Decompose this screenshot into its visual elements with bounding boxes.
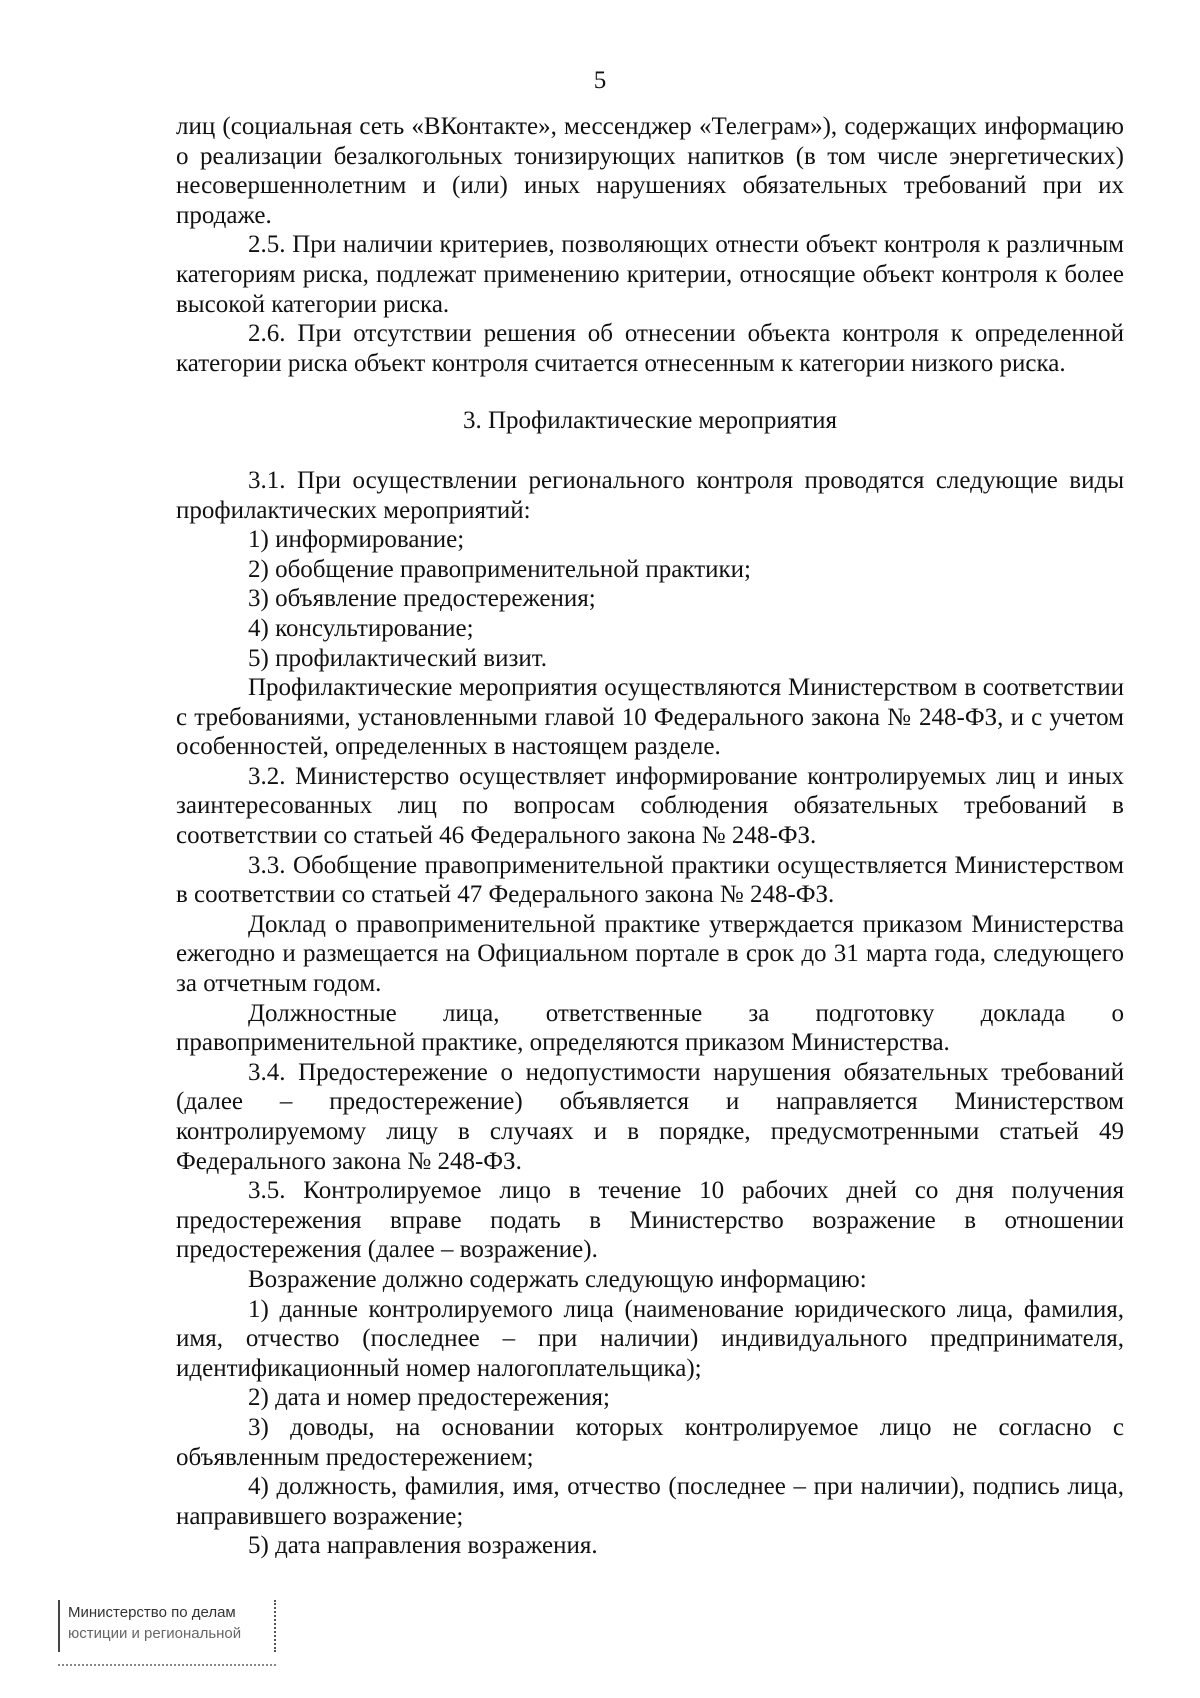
- paragraph-objection-content: Возражение должно содержать следующую информацию:: [248, 1265, 867, 1293]
- section-heading: 3. Профилактические мероприятия: [462, 407, 838, 435]
- paragraph-3-2: 3.2. Министерство осуществляет информирование контролируемых лиц и иных заинтересованных лиц по вопросам соблюдения обязательных требований в соответствии со статьей 46 Федерального закона № 248-ФЗ.: [176, 762, 1124, 850]
- list-item-generalization: 2) обобщение правоприменительной практики;: [248, 555, 751, 583]
- paragraph-2-6: 2.6. При отсутствии решения об отнесении объекта контроля к определенной категории риска объект контроля считается отнесенным к категории низкого риска.: [176, 320, 1124, 377]
- stamp-line-1: Министерство по делам: [68, 1604, 236, 1621]
- paragraph-3-4: 3.4. Предостережение о недопустимости нарушения обязательных требований (далее – предостережение) объявляется и направляется Министерством контролируемому лицу в случаях и в порядке, предусмотренными статьей 49 Федерального закона № 248-ФЗ.: [176, 1058, 1124, 1175]
- paragraph-continuation: лиц (социальная сеть «ВКонтакте», мессенджер «Телеграм»), содержащих информацию о реализации безалкогольных тонизирующих напитков (в том числе энергетических) несовершеннолетним и (или) иных нарушениях обязательных требований при их продаже.: [176, 113, 1124, 229]
- stamp-divider: [58, 1664, 276, 1666]
- paragraph-2-5: 2.5. При наличии критериев, позволяющих отнести объект контроля к различным категориям риска, подлежат применению критерии, относящие объект контроля к более высокой категории риска.: [176, 231, 1124, 318]
- paragraph-3-3: 3.3. Обобщение правоприменительной практики осуществляется Министерством в соответствии со статьей 47 Федерального закона № 248-ФЗ.: [176, 851, 1124, 909]
- paragraph-report: Доклад о правоприменительной практике утверждается приказом Министерства ежегодно и размещается на Официальном портале в срок до 31 марта года, следующего за отчетным годом.: [176, 910, 1124, 998]
- list-item-arguments: 3) доводы, на основании которых контролируемое лицо не согласно с объявленным предостережением;: [176, 1413, 1124, 1471]
- list-item-signature: 4) должность, фамилия, имя, отчество (последнее – при наличии), подпись лица, направившего возражение;: [176, 1473, 1124, 1530]
- list-item-visit: 5) профилактический визит.: [248, 644, 547, 672]
- stamp-line-2: юстиции и региональной: [68, 1625, 242, 1642]
- list-item-informing: 1) информирование;: [248, 526, 465, 554]
- paragraph-officials: Должностные лица, ответственные за подготовку доклада о правоприменительной практике, определяются приказом Министерства.: [176, 999, 1124, 1057]
- document-body: [176, 112, 1124, 1561]
- list-item-consulting: 4) консультирование;: [248, 614, 474, 642]
- paragraph-3-1: 3.1. При осуществлении регионального контроля проводятся следующие виды профилактических мероприятий:: [176, 466, 1124, 524]
- page-number: 5: [593, 67, 607, 94]
- paragraph-measures: Профилактические мероприятия осуществляются Министерством в соответствии с требованиями, установленными главой 10 Федерального закона № 248-ФЗ, и с учетом особенностей, определенных в настоящем разделе.: [176, 674, 1124, 761]
- ministry-stamp: [58, 1600, 276, 1652]
- list-item-warning-date: 2) дата и номер предостережения;: [248, 1384, 610, 1412]
- paragraph-3-5: 3.5. Контролируемое лицо в течение 10 рабочих дней со дня получения предостережения вправе подать в Министерство возражение в отношении предостережения (далее – возражение).: [176, 1177, 1124, 1264]
- list-item-warning: 3) объявление предостережения;: [248, 585, 596, 613]
- list-item-objection-date: 5) дата направления возражения.: [248, 1532, 598, 1560]
- list-item-controlled-person-data: 1) данные контролируемого лица (наименование юридического лица, фамилия, имя, отчество (последнее – при наличии) индивидуального предпринимателя, идентификационный номер налогоплательщика);: [176, 1295, 1124, 1382]
